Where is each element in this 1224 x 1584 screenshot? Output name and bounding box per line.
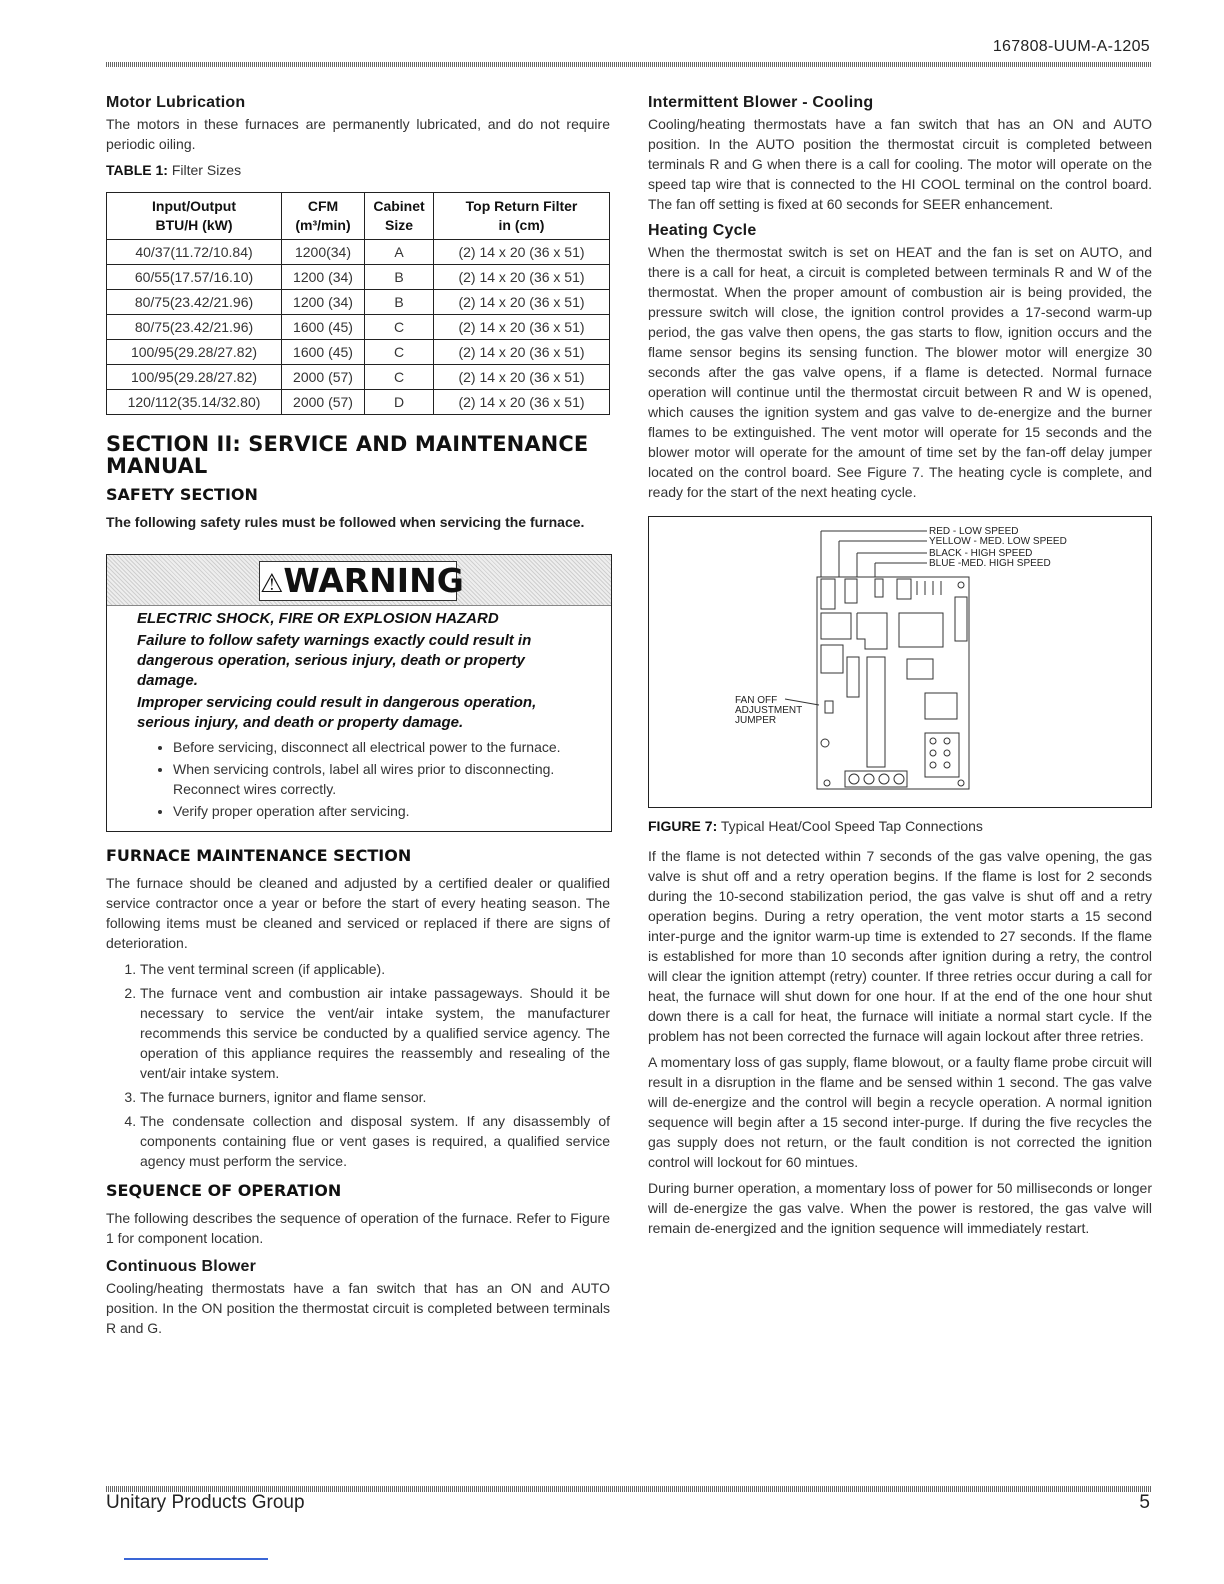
page-number: 5 [1139, 1492, 1150, 1513]
wire-label-red: RED - LOW SPEED [929, 526, 1019, 537]
safety-text: The following safety rules must be followed when servicing the furnace. [106, 514, 585, 530]
table-cell: 1200 (34) [282, 290, 365, 315]
figure-caption [648, 818, 1152, 834]
table-cell: 1200 (34) [282, 265, 365, 290]
table-cell: (2) 14 x 20 (36 x 51) [434, 340, 610, 365]
left-column [106, 94, 610, 1338]
retry-paragraph: If the flame is not detected within 7 seconds of the gas valve opening, the gas valve is shut off and a retry operation begins. If the flame is lost for 2 seconds during the 10-second stabilization period, the gas valve is shut off and a retry operation begins. During a retry operation, the vent motor starts a 15 second inter-purge and the ignitor warm-up time is extended to 27 seconds. If the flame is established for more than 10 seconds after ignition during a retry, the control will clear the ignition attempt (retry) counter. If three retries occur during a call for heat, the furnace will shut down for one hour. If at the end of the one hour shut down there is a call for heat, the furnace will initiate a normal start cycle. If the problem has not been corrected the furnace will again lockout after three retries. [648, 848, 1152, 1044]
figure-label: FIGURE 7: [648, 818, 718, 834]
col-header-cfm: CFM (m³/min) [282, 193, 365, 240]
flame-loss-paragraph: A momentary loss of gas supply, flame blowout, or a faulty flame probe circuit will result in a disruption in the flame and be sensed within 1 second. The gas valve will de-energize and the control will begin a recycle operation. A normal ignition sequence will begin after a 15 second inter-purge. If during the five recycles the gas supply does not return, or the fault condition is not corrected the ignition control will lockout for 60 mintues. [648, 1054, 1152, 1170]
table-cell: 100/95(29.28/27.82) [107, 365, 282, 390]
table-cell: 1600 (45) [282, 340, 365, 365]
table-cell: 1600 (45) [282, 315, 365, 340]
warning-bullet-list [137, 737, 583, 821]
warning-paragraph-1: Failure to follow safety warnings exactly could result in dangerous operation, serious injury, death or property damage. [137, 632, 532, 689]
table-cell: D [365, 390, 434, 415]
list-item: 3. The furnace burners, ignitor and flame sensor. [140, 1087, 610, 1107]
table-row [107, 365, 610, 390]
jumper-label-line1: FAN OFF [735, 695, 778, 706]
continuous-blower-text: Cooling/heating thermostats have a fan switch that has an ON and AUTO position. In the ON position the thermostat circuit is completed between terminals R and G. [106, 1280, 610, 1336]
table-cell: 60/55(17.57/16.10) [107, 265, 282, 290]
col-header-cabinet: Cabinet Size [365, 193, 434, 240]
safety-section-heading: SAFETY SECTION [106, 485, 258, 504]
jumper-label-line2: ADJUSTMENT [735, 705, 803, 716]
table-cell: 2000 (57) [282, 390, 365, 415]
table-caption [106, 162, 610, 178]
list-item: 1. The vent terminal screen (if applicable). [140, 959, 610, 979]
table-cell: 100/95(29.28/27.82) [107, 340, 282, 365]
jumper-label-line3: JUMPER [735, 715, 777, 726]
list-item: • Verify proper operation after servicing. [173, 801, 583, 821]
sequence-heading: SEQUENCE OF OPERATION [106, 1181, 342, 1200]
table-label: TABLE 1: [106, 162, 168, 178]
table-cell: 1200(34) [282, 240, 365, 265]
control-board-diagram [649, 517, 1151, 807]
table-row [107, 390, 610, 415]
furnace-maintenance-heading: FURNACE MAINTENANCE SECTION [106, 846, 412, 865]
table-cell: (2) 14 x 20 (36 x 51) [434, 240, 610, 265]
table-cell: 80/75(23.42/21.96) [107, 290, 282, 315]
table-cell: (2) 14 x 20 (36 x 51) [434, 390, 610, 415]
table-cell: (2) 14 x 20 (36 x 51) [434, 290, 610, 315]
sequence-text: The following describes the sequence of operation of the furnace. Refer to Figure 1 for component location. [106, 1210, 610, 1246]
table-cell: C [365, 365, 434, 390]
header-rule [106, 62, 1152, 67]
power-loss-paragraph: During burner operation, a momentary loss of power for 50 milliseconds or longer will de-energize the gas valve. When the power is restored, the gas valve will remain de-energized and the ignition sequence will immediately restart. [648, 1180, 1152, 1236]
wire-label-blue: BLUE -MED. HIGH SPEED [929, 558, 1051, 569]
heating-cycle-heading: Heating Cycle [648, 222, 757, 239]
figure-title: Typical Heat/Cool Speed Tap Connections [720, 818, 983, 834]
right-column [648, 94, 1152, 1238]
maintenance-list [106, 959, 610, 1171]
table-title: Filter Sizes [171, 162, 242, 178]
furnace-maintenance-text: The furnace should be cleaned and adjusted by a certified dealer or qualified service contractor once a year or before the start of every heating season. The following items must be cleaned and serviced or replaced if there are signs of deterioration. [106, 875, 610, 951]
table-cell: 120/112(35.14/32.80) [107, 390, 282, 415]
wire-label-yellow: YELLOW - MED. LOW SPEED [929, 536, 1067, 547]
table-cell: (2) 14 x 20 (36 x 51) [434, 365, 610, 390]
table-cell: (2) 14 x 20 (36 x 51) [434, 315, 610, 340]
footer-company: Unitary Products Group [106, 1492, 305, 1513]
warning-paragraph-2: Improper servicing could result in dangerous operation, serious injury, and death or property damage. [137, 694, 537, 731]
col-header-filter: Top Return Filter in (cm) [434, 193, 610, 240]
table-cell: 80/75(23.42/21.96) [107, 315, 282, 340]
list-item: 4. The condensate collection and disposal system. If any disassembly of components containing flue or vent gases is required, a qualified service agency must perform the service. [140, 1111, 610, 1171]
table-cell: C [365, 340, 434, 365]
table-cell: C [365, 315, 434, 340]
hazard-title: ELECTRIC SHOCK, FIRE OR EXPLOSION HAZARD [137, 610, 499, 627]
col-header-input-output: Input/Output BTU/H (kW) [107, 193, 282, 240]
warning-triangle-icon: ⚠ [260, 569, 284, 599]
table-row [107, 315, 610, 340]
table-header-row [107, 193, 610, 240]
document-number: 167808-UUM-A-1205 [992, 38, 1150, 55]
table-row [107, 290, 610, 315]
table-row [107, 340, 610, 365]
warning-box [106, 554, 612, 832]
table-row [107, 240, 610, 265]
filter-size-table [106, 192, 610, 415]
heating-cycle-text: When the thermostat switch is set on HEAT and the fan is set on AUTO, and there is a call for heat, a circuit is completed between terminals R and W of the thermostat. When the proper amount of combustion air is being provided, the pressure switch will close, the ignition control provides a 17-second warm-up period, the gas valve then opens, the gas starts to flow, ignition occurs and the flame sensor begins its sensing function. The blower motor will energize 30 seconds after the gas valve opens, if a flame is detected. Normal furnace operation will continue until the thermostat circuit between R and W is opened, which causes the ignition system and gas valve to de-energize and the burner flames to be extinguished. The vent motor will operate for 15 seconds and the blower motor will operate for the amount of time set by the fan-off delay jumper located on the control board. See Figure 7. The heating cycle is complete, and ready for the start of the next heating cycle. [648, 244, 1152, 500]
motor-lubrication-text: The motors in these furnaces are permanently lubricated, and do not require periodic oiling. [106, 116, 610, 152]
warning-label: ⚠WARNING [260, 561, 464, 600]
table-cell: B [365, 265, 434, 290]
intermittent-blower-heading: Intermittent Blower - Cooling [648, 94, 874, 111]
motor-lubrication-heading: Motor Lubrication [106, 94, 246, 111]
table-cell: (2) 14 x 20 (36 x 51) [434, 265, 610, 290]
table-cell: B [365, 290, 434, 315]
list-item: 2. The furnace vent and combustion air intake passageways. Should it be necessary to service the vent/air intake system, the manufacturer recommends this service be conducted by a qualified service agency. The operation of this appliance requires the reassembly and resealing of the vent/air intake system. [140, 983, 610, 1083]
continuous-blower-heading: Continuous Blower [106, 1258, 257, 1275]
list-item: • Before servicing, disconnect all electrical power to the furnace. [173, 737, 583, 757]
control-board-figure [648, 516, 1152, 808]
table-cell: 40/37(11.72/10.84) [107, 240, 282, 265]
wire-label-black: BLACK - HIGH SPEED [929, 548, 1033, 559]
intermittent-blower-text: Cooling/heating thermostats have a fan switch that has an ON and AUTO position. In the AUTO position the thermostat circuit is completed between terminals R and G when there is a call for cooling. The motor will operate on the speed tap wire that is connected to the HI COOL terminal on the control board. The fan off setting is fixed at 60 seconds for SEER enhancement. [648, 116, 1152, 212]
section-title: SECTION II: SERVICE AND MAINTENANCE MANUAL [106, 432, 589, 478]
warning-banner [107, 555, 611, 606]
list-item: • When servicing controls, label all wires prior to disconnecting. Reconnect wires correctly. [173, 759, 583, 799]
blue-underline [124, 1558, 268, 1560]
table-cell: A [365, 240, 434, 265]
table-cell: 2000 (57) [282, 365, 365, 390]
table-row [107, 265, 610, 290]
